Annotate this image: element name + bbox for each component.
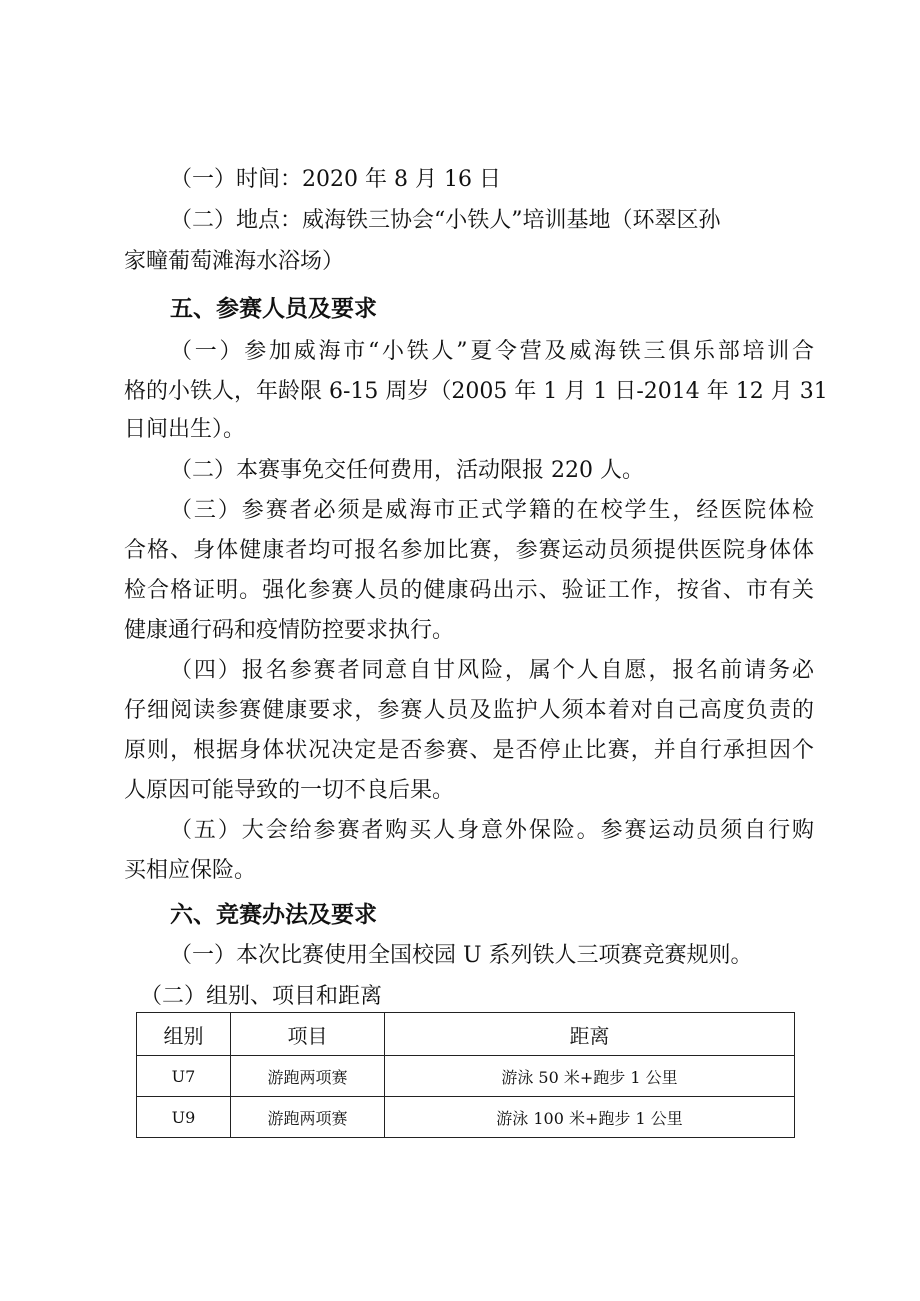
s5-p1-line2: 格的小铁人，年龄限 6-15 周岁（2005 年 1 月 1 日-2014 年 12 月 31	[124, 379, 828, 404]
table-cell: 游泳 50 米+跑步 1 公里	[385, 1056, 795, 1097]
s6-p2: （二）组别、项目和距离	[140, 984, 383, 1009]
s5-p2-line1: （二）本赛事免交任何费用，活动限报 220 人。	[170, 458, 644, 483]
s5-p3-line1: （三）参赛者必须是威海市正式学籍的在校学生，经医院体检	[170, 498, 814, 523]
section-5-heading: 五、参赛人员及要求	[170, 296, 377, 322]
table-header-cell: 项目	[231, 1013, 385, 1056]
s5-p4-line2: 仔细阅读参赛健康要求，参赛人员及监护人须本着对自己高度负责的	[124, 698, 814, 723]
table-row	[137, 1097, 795, 1138]
group-table	[136, 1012, 795, 1138]
s6-p1: （一）本次比赛使用全国校园 U 系列铁人三项赛竞赛规则。	[170, 943, 753, 968]
s5-p3-line4: 健康通行码和疫情防控要求执行。	[124, 618, 455, 643]
table-header-cell: 组别	[137, 1013, 231, 1056]
s5-p5-line2: 买相应保险。	[124, 858, 257, 883]
table-cell: 游泳 100 米+跑步 1 公里	[385, 1097, 795, 1138]
s5-p4-line1: （四）报名参赛者同意自甘风险，属个人自愿，报名前请务必	[170, 658, 814, 683]
s5-p3-line2: 合格、身体健康者均可报名参加比赛，参赛运动员须提供医院身体体	[124, 538, 814, 563]
table-header-row	[137, 1013, 795, 1056]
s5-p3-line3: 检合格证明。强化参赛人员的健康码出示、验证工作，按省、市有关	[124, 578, 814, 603]
table-cell: 游跑两项赛	[231, 1056, 385, 1097]
s5-p4-line3: 原则，根据身体状况决定是否参赛、是否停止比赛，并自行承担因个	[124, 738, 814, 763]
s5-p5-line1: （五）大会给参赛者购买人身意外保险。参赛运动员须自行购	[170, 818, 814, 843]
time-line: （一）时间：2020 年 8 月 16 日	[170, 167, 501, 192]
s5-p1-line3: 日间出生）。	[124, 417, 246, 442]
table-header-cell: 距离	[385, 1013, 795, 1056]
s5-p1-line1: （一）参加威海市“小铁人”夏令营及威海铁三俱乐部培训合	[170, 339, 814, 364]
table-cell: U7	[137, 1056, 231, 1097]
table-cell: U9	[137, 1097, 231, 1138]
table-cell: 游跑两项赛	[231, 1097, 385, 1138]
section-6-heading: 六、竞赛办法及要求	[170, 902, 377, 928]
location-line-1: （二）地点：威海铁三协会“小铁人”培训基地（环翠区孙	[170, 208, 721, 233]
location-line-2: 家疃葡萄滩海水浴场）	[124, 249, 345, 274]
s5-p4-line4: 人原因可能导致的一切不良后果。	[124, 778, 455, 803]
table-row	[137, 1056, 795, 1097]
